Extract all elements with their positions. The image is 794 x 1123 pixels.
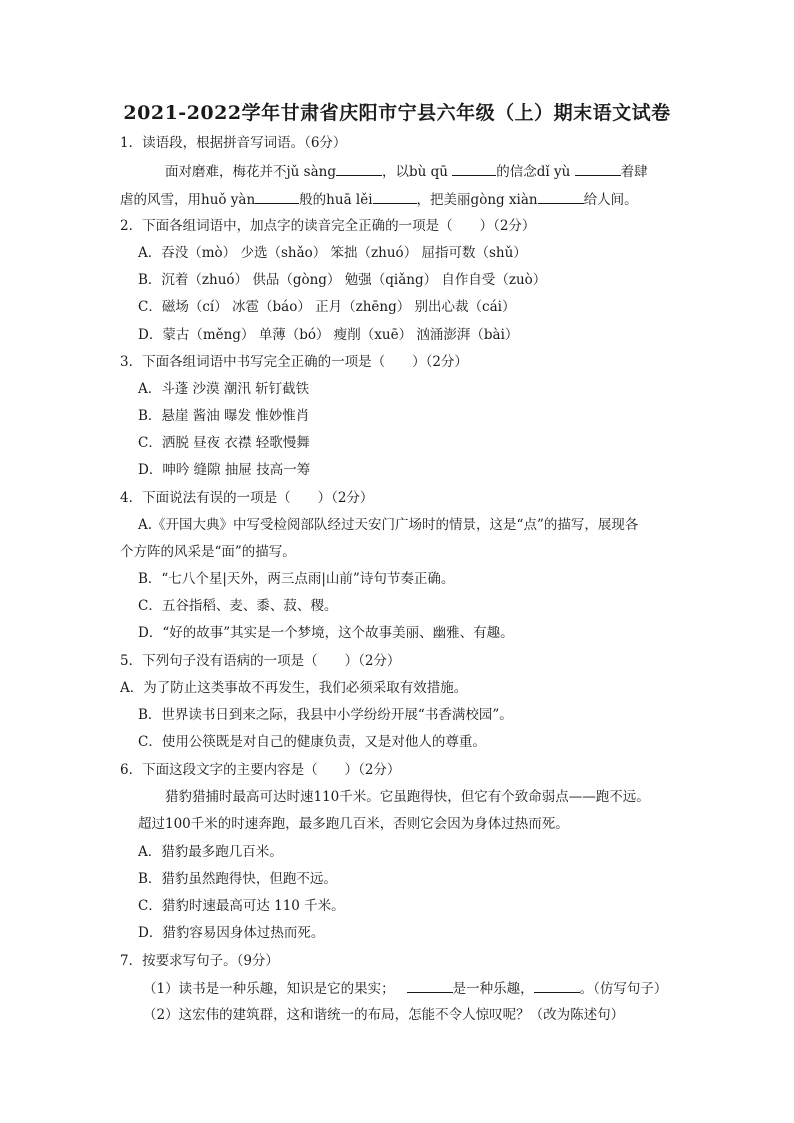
question-6-option-c[interactable]: C．猎豹时速最高可达 110 千米。 [138, 898, 345, 914]
question-5-option-a[interactable]: A．为了防止这类事故不再发生，我们必须采取有效措施。 [120, 680, 468, 696]
question-6-option-b[interactable]: B．猎豹虽然跑得快，但跑不远。 [138, 871, 337, 887]
question-4-option-d[interactable]: D．“好的故事”其实是一个梦境，这个故事美丽、幽雅、有趣。 [138, 625, 514, 641]
question-3-option-d[interactable]: D．呻吟 缝隙 抽屉 技高一筹 [138, 462, 311, 478]
question-1-passage-line-2: 虐的风雪，用huǒ yàn 般的huā lěi ，把美丽gòng xiàn 给人间。 [120, 189, 638, 210]
question-3-option-b[interactable]: B．悬崖 酱油 曝发 惟妙惟肖 [138, 408, 310, 424]
question-7-sentence-2: （2）这宏伟的建筑群，这和谐统一的布局，怎能不令人惊叹呢？（改为陈述句） [143, 1007, 625, 1023]
question-6-stem: 6．下面这段文字的主要内容是（ ）（2分） [120, 762, 401, 778]
question-3-option-a[interactable]: A．斗蓬 沙漠 潮汛 斩钉截铁 [138, 381, 310, 397]
question-4-option-a[interactable]: A.《开国大典》中写受检阅部队经过天安门广场时的情景，这是“点”的描写，展现各 [138, 517, 639, 533]
question-4-option-a-continued: 个方阵的风采是“面”的描写。 [120, 544, 296, 560]
question-7-stem: 7．按要求写句子。（9分） [120, 953, 279, 969]
answer-blank[interactable] [575, 161, 621, 176]
answer-blank[interactable] [538, 189, 584, 204]
question-3-option-c[interactable]: C．洒脱 昼夜 衣襟 轻歌慢舞 [138, 435, 310, 451]
answer-blank[interactable] [336, 161, 382, 176]
question-4-option-c[interactable]: C．五谷指稻、麦、黍、菽、稷。 [138, 598, 338, 614]
question-2-option-a[interactable]: A．吞没（mò） 少选（shǎo） 笨拙（zhuó） 屈指可数（shǔ） [138, 245, 527, 261]
question-2-stem: 2．下面各组词语中，加点字的读音完全正确的一项是（ ）（2分） [120, 218, 536, 234]
question-6-passage-line-1: 猎豹猎捕时最高可达时速110千米。它虽跑得快，但它有个致命弱点——跑不远。 [165, 789, 650, 805]
answer-blank[interactable] [534, 978, 580, 993]
answer-blank[interactable] [255, 189, 299, 204]
question-4-option-b[interactable]: B．“七八个星|天外，两三点雨|山前”诗句节奏正确。 [138, 571, 455, 587]
question-6-passage-line-2: 超过100千米的时速奔跑，最多跑几百米，否则它会因为身体过热而死。 [138, 816, 569, 832]
page-title: 2021-2022学年甘肃省庆阳市宁县六年级（上）期末语文试卷 [123, 102, 671, 124]
answer-blank[interactable] [452, 161, 496, 176]
question-6-option-a[interactable]: A．猎豹最多跑几百米。 [138, 844, 283, 860]
question-5-stem: 5．下列句子没有语病的一项是（ ）（2分） [120, 653, 401, 669]
question-3-stem: 3．下面各组词语中书写完全正确的一项是（ ）（2分） [120, 354, 468, 370]
question-1-stem: 1．读语段，根据拼音写词语。（6分） [120, 135, 347, 151]
question-4-stem: 4．下面说法有误的一项是（ ）（2分） [120, 490, 374, 506]
answer-blank[interactable] [407, 978, 453, 993]
question-2-option-d[interactable]: D．蒙古（měng） 单薄（bó） 瘦削（xuē） 汹涌澎湃（bài） [138, 327, 519, 343]
question-2-option-c[interactable]: C．磁场（cí） 冰雹（báo） 正月（zhēng） 别出心裁（cái） [138, 299, 516, 315]
question-7-sentence-1: （1）读书是一种乐趣，知识是它的果实； 是一种乐趣， 。（仿写句子） [143, 978, 667, 999]
question-5-option-c[interactable]: C．使用公筷既是对自己的健康负责，又是对他人的尊重。 [138, 734, 486, 750]
answer-blank[interactable] [373, 189, 417, 204]
question-2-option-b[interactable]: B．沉着（zhuó） 供品（gòng） 勉强（qiǎng） 自作自受（zuò） [138, 272, 547, 288]
question-1-passage-line-1: 面对磨难，梅花并不jǔ sàng ，以bù qū 的信念dǐ yù 着肆 [165, 161, 648, 182]
question-5-option-b[interactable]: B．世界读书日到来之际，我县中小学纷纷开展“书香满校园”。 [138, 707, 513, 723]
question-6-option-d[interactable]: D．猎豹容易因身体过热而死。 [138, 925, 325, 941]
